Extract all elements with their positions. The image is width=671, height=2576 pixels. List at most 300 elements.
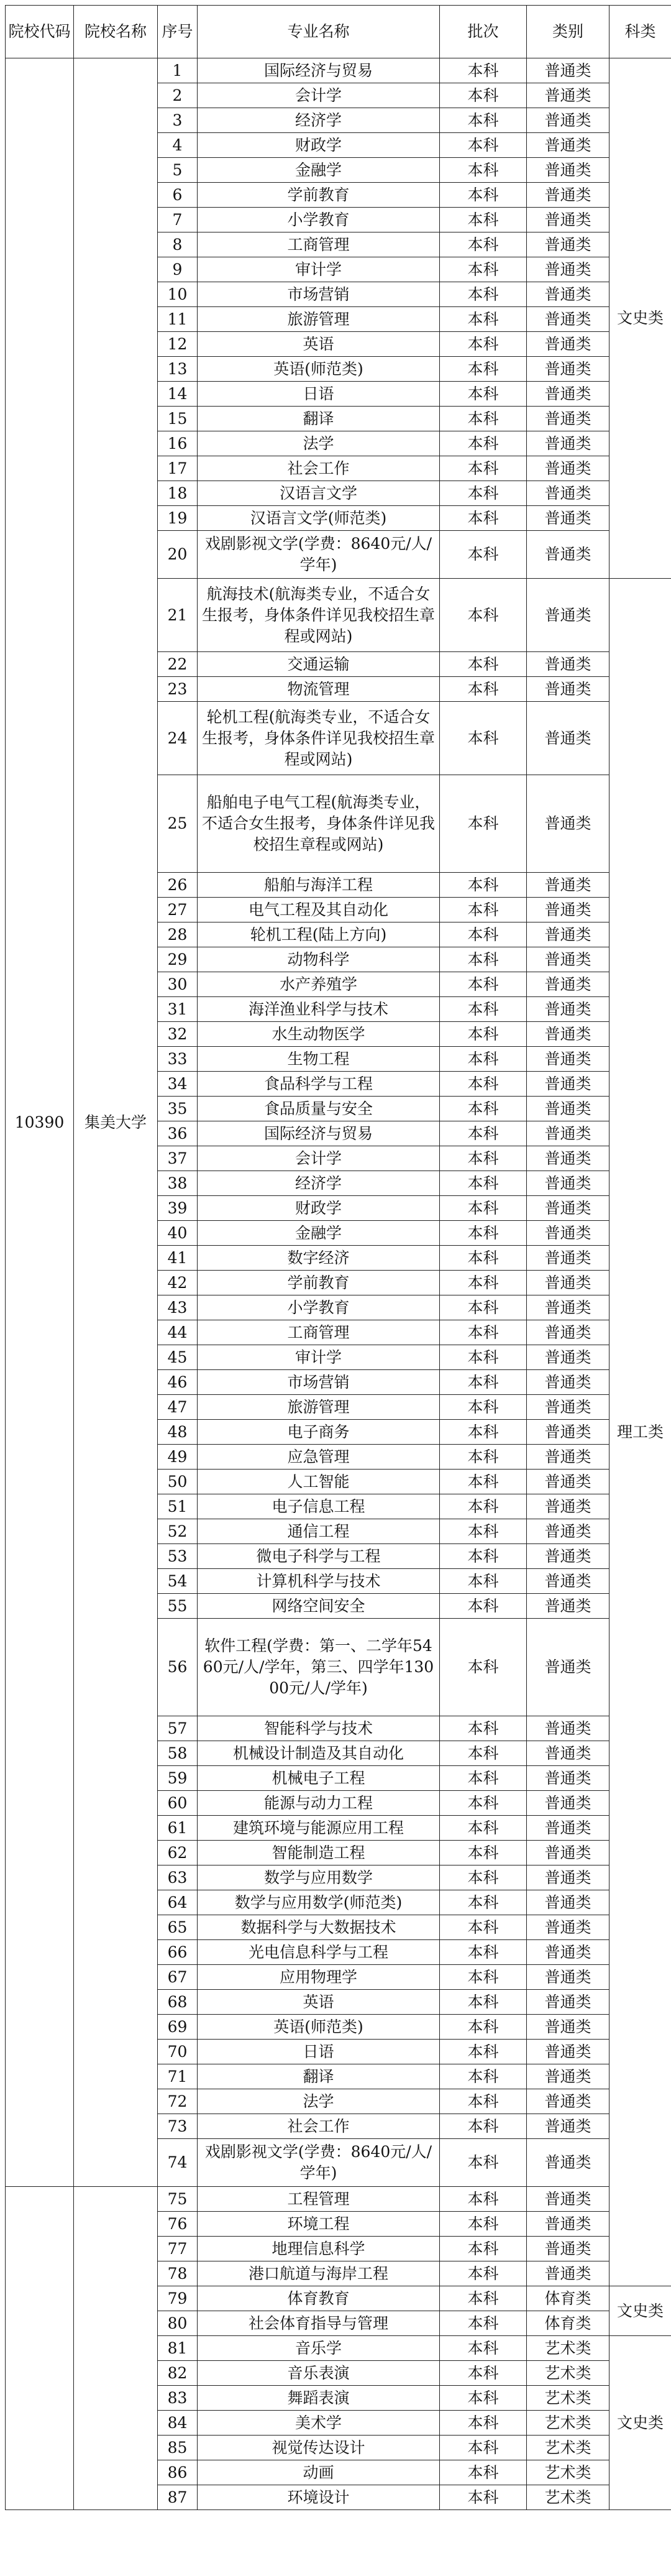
row-seq: 52 <box>158 1519 198 1544</box>
row-type: 普通类 <box>527 1171 609 1196</box>
row-major: 微电子科学与工程 <box>198 1544 440 1569</box>
row-type: 普通类 <box>527 1940 609 1965</box>
row-type: 普通类 <box>527 382 609 407</box>
row-batch: 本科 <box>440 1544 527 1569</box>
row-batch: 本科 <box>440 2386 527 2411</box>
row-major: 经济学 <box>198 1171 440 1196</box>
row-major: 计算机科学与技术 <box>198 1569 440 1594</box>
row-type: 普通类 <box>527 257 609 282</box>
subject-cell-wenshi-3: 文史类 <box>609 2336 671 2510</box>
row-batch: 本科 <box>440 1990 527 2015</box>
row-seq: 19 <box>158 506 198 531</box>
row-batch: 本科 <box>440 1121 527 1146</box>
row-major: 交通运输 <box>198 652 440 677</box>
row-major: 网络空间安全 <box>198 1594 440 1619</box>
row-type: 普通类 <box>527 1519 609 1544</box>
row-type: 艺术类 <box>527 2436 609 2460</box>
row-batch: 本科 <box>440 1766 527 1791</box>
row-batch: 本科 <box>440 1097 527 1121</box>
row-batch: 本科 <box>440 1271 527 1295</box>
row-batch: 本科 <box>440 898 527 922</box>
row-seq: 85 <box>158 2436 198 2460</box>
subject-cell-wenshi-2: 文史类 <box>609 2286 671 2336</box>
row-major: 建筑环境与能源应用工程 <box>198 1816 440 1841</box>
header-major: 专业名称 <box>198 6 440 58</box>
row-major: 生物工程 <box>198 1047 440 1072</box>
row-seq: 64 <box>158 1890 198 1915</box>
row-type: 普通类 <box>527 2040 609 2064</box>
row-seq: 9 <box>158 257 198 282</box>
row-type: 普通类 <box>527 2064 609 2089</box>
row-seq: 32 <box>158 1022 198 1047</box>
row-major: 日语 <box>198 382 440 407</box>
row-type: 普通类 <box>527 1816 609 1841</box>
row-batch: 本科 <box>440 1171 527 1196</box>
row-type: 艺术类 <box>527 2336 609 2361</box>
row-batch: 本科 <box>440 481 527 506</box>
row-type: 普通类 <box>527 2139 609 2187</box>
row-batch: 本科 <box>440 1047 527 1072</box>
row-seq: 60 <box>158 1791 198 1816</box>
row-seq: 4 <box>158 133 198 158</box>
row-batch: 本科 <box>440 2139 527 2187</box>
row-seq: 5 <box>158 158 198 183</box>
row-seq: 87 <box>158 2485 198 2510</box>
row-batch: 本科 <box>440 775 527 873</box>
row-major: 通信工程 <box>198 1519 440 1544</box>
row-major: 舞蹈表演 <box>198 2386 440 2411</box>
row-seq: 44 <box>158 1320 198 1345</box>
row-type: 普通类 <box>527 282 609 307</box>
row-batch: 本科 <box>440 1146 527 1171</box>
row-seq: 49 <box>158 1445 198 1470</box>
row-seq: 1 <box>158 58 198 83</box>
row-batch: 本科 <box>440 108 527 133</box>
row-batch: 本科 <box>440 1841 527 1865</box>
row-major: 翻译 <box>198 2064 440 2089</box>
row-type: 普通类 <box>527 1865 609 1890</box>
row-seq: 56 <box>158 1619 198 1716</box>
row-type: 普通类 <box>527 702 609 775</box>
row-type: 普通类 <box>527 208 609 232</box>
row-major: 音乐表演 <box>198 2361 440 2386</box>
row-batch: 本科 <box>440 652 527 677</box>
row-major: 小学教育 <box>198 208 440 232</box>
row-type: 艺术类 <box>527 2361 609 2386</box>
row-major: 地理信息科学 <box>198 2237 440 2261</box>
row-type: 普通类 <box>527 1072 609 1097</box>
row-type: 普通类 <box>527 1741 609 1766</box>
row-batch: 本科 <box>440 1470 527 1494</box>
row-seq: 77 <box>158 2237 198 2261</box>
row-type: 普通类 <box>527 506 609 531</box>
row-batch: 本科 <box>440 1221 527 1246</box>
row-batch: 本科 <box>440 531 527 579</box>
row-seq: 12 <box>158 332 198 357</box>
row-seq: 39 <box>158 1196 198 1221</box>
row-seq: 15 <box>158 407 198 431</box>
row-major: 金融学 <box>198 158 440 183</box>
row-type: 体育类 <box>527 2286 609 2311</box>
row-type: 普通类 <box>527 158 609 183</box>
table-row <box>6 2187 671 2212</box>
row-seq: 14 <box>158 382 198 407</box>
school-code-cell: 10390 <box>6 58 74 2187</box>
row-seq: 40 <box>158 1221 198 1246</box>
row-batch: 本科 <box>440 58 527 83</box>
row-batch: 本科 <box>440 83 527 108</box>
row-seq: 43 <box>158 1295 198 1320</box>
row-type: 普通类 <box>527 775 609 873</box>
row-seq: 21 <box>158 579 198 652</box>
row-major: 海洋渔业科学与技术 <box>198 997 440 1022</box>
row-major: 体育教育 <box>198 2286 440 2311</box>
row-batch: 本科 <box>440 702 527 775</box>
row-type: 普通类 <box>527 1295 609 1320</box>
row-batch: 本科 <box>440 1816 527 1841</box>
row-batch: 本科 <box>440 208 527 232</box>
row-seq: 67 <box>158 1965 198 1990</box>
row-seq: 50 <box>158 1470 198 1494</box>
row-batch: 本科 <box>440 183 527 208</box>
row-major: 市场营销 <box>198 1370 440 1395</box>
row-seq: 46 <box>158 1370 198 1395</box>
row-major: 英语(师范类) <box>198 357 440 382</box>
row-type: 普通类 <box>527 2089 609 2114</box>
row-type: 普通类 <box>527 1246 609 1271</box>
row-seq: 55 <box>158 1594 198 1619</box>
row-batch: 本科 <box>440 506 527 531</box>
row-major: 电子信息工程 <box>198 1494 440 1519</box>
row-batch: 本科 <box>440 2411 527 2436</box>
row-major: 港口航道与海岸工程 <box>198 2261 440 2286</box>
row-type: 普通类 <box>527 1890 609 1915</box>
row-seq: 75 <box>158 2187 198 2212</box>
row-major: 能源与动力工程 <box>198 1791 440 1816</box>
row-type: 普通类 <box>527 407 609 431</box>
row-seq: 10 <box>158 282 198 307</box>
row-seq: 79 <box>158 2286 198 2311</box>
row-seq: 80 <box>158 2311 198 2336</box>
row-type: 体育类 <box>527 2311 609 2336</box>
row-seq: 22 <box>158 652 198 677</box>
row-major: 社会工作 <box>198 2114 440 2139</box>
row-major: 工商管理 <box>198 232 440 257</box>
row-type: 普通类 <box>527 677 609 702</box>
row-batch: 本科 <box>440 456 527 481</box>
row-batch: 本科 <box>440 1865 527 1890</box>
row-major: 智能制造工程 <box>198 1841 440 1865</box>
row-batch: 本科 <box>440 357 527 382</box>
row-type: 普通类 <box>527 1022 609 1047</box>
row-batch: 本科 <box>440 431 527 456</box>
row-major: 数学与应用数学 <box>198 1865 440 1890</box>
row-batch: 本科 <box>440 1519 527 1544</box>
row-type: 普通类 <box>527 1097 609 1121</box>
row-seq: 63 <box>158 1865 198 1890</box>
row-batch: 本科 <box>440 1965 527 1990</box>
row-seq: 83 <box>158 2386 198 2411</box>
row-major: 审计学 <box>198 1345 440 1370</box>
row-batch: 本科 <box>440 1395 527 1420</box>
row-batch: 本科 <box>440 2336 527 2361</box>
school-name-cell-cont <box>74 2187 158 2510</box>
row-seq: 84 <box>158 2411 198 2436</box>
row-seq: 16 <box>158 431 198 456</box>
row-seq: 3 <box>158 108 198 133</box>
row-major: 社会工作 <box>198 456 440 481</box>
row-major: 审计学 <box>198 257 440 282</box>
row-major: 学前教育 <box>198 183 440 208</box>
row-batch: 本科 <box>440 677 527 702</box>
row-type: 普通类 <box>527 1345 609 1370</box>
row-seq: 38 <box>158 1171 198 1196</box>
row-major: 日语 <box>198 2040 440 2064</box>
row-major: 机械电子工程 <box>198 1766 440 1791</box>
row-batch: 本科 <box>440 2361 527 2386</box>
row-type: 普通类 <box>527 947 609 972</box>
school-code-cell-cont <box>6 2187 74 2510</box>
row-seq: 59 <box>158 1766 198 1791</box>
row-batch: 本科 <box>440 2040 527 2064</box>
row-batch: 本科 <box>440 972 527 997</box>
row-batch: 本科 <box>440 307 527 332</box>
row-seq: 45 <box>158 1345 198 1370</box>
row-major: 汉语言文学 <box>198 481 440 506</box>
row-major: 环境设计 <box>198 2485 440 2510</box>
row-batch: 本科 <box>440 1370 527 1395</box>
row-type: 普通类 <box>527 332 609 357</box>
row-seq: 82 <box>158 2361 198 2386</box>
row-seq: 25 <box>158 775 198 873</box>
row-seq: 76 <box>158 2212 198 2237</box>
row-seq: 17 <box>158 456 198 481</box>
row-seq: 61 <box>158 1816 198 1841</box>
row-major: 光电信息科学与工程 <box>198 1940 440 1965</box>
header-batch: 批次 <box>440 6 527 58</box>
row-type: 普通类 <box>527 1766 609 1791</box>
row-batch: 本科 <box>440 947 527 972</box>
row-seq: 33 <box>158 1047 198 1072</box>
row-major: 金融学 <box>198 1221 440 1246</box>
row-seq: 71 <box>158 2064 198 2089</box>
row-batch: 本科 <box>440 1619 527 1716</box>
row-type: 普通类 <box>527 898 609 922</box>
row-seq: 7 <box>158 208 198 232</box>
row-type: 普通类 <box>527 1569 609 1594</box>
row-type: 艺术类 <box>527 2485 609 2510</box>
row-seq: 70 <box>158 2040 198 2064</box>
row-batch: 本科 <box>440 1494 527 1519</box>
row-batch: 本科 <box>440 1940 527 1965</box>
row-batch: 本科 <box>440 332 527 357</box>
row-batch: 本科 <box>440 2114 527 2139</box>
row-seq: 13 <box>158 357 198 382</box>
row-seq: 24 <box>158 702 198 775</box>
row-type: 普通类 <box>527 1791 609 1816</box>
row-type: 普通类 <box>527 1915 609 1940</box>
row-seq: 28 <box>158 922 198 947</box>
row-seq: 42 <box>158 1271 198 1295</box>
row-major: 数字经济 <box>198 1246 440 1271</box>
row-type: 普通类 <box>527 2015 609 2040</box>
row-batch: 本科 <box>440 2064 527 2089</box>
row-seq: 57 <box>158 1716 198 1741</box>
row-type: 普通类 <box>527 1047 609 1072</box>
row-major: 英语 <box>198 332 440 357</box>
row-major: 汉语言文学(师范类) <box>198 506 440 531</box>
row-major: 翻译 <box>198 407 440 431</box>
row-seq: 66 <box>158 1940 198 1965</box>
row-batch: 本科 <box>440 407 527 431</box>
row-type: 普通类 <box>527 232 609 257</box>
row-major: 市场营销 <box>198 282 440 307</box>
row-major: 视觉传达设计 <box>198 2436 440 2460</box>
row-major: 轮机工程(陆上方向) <box>198 922 440 947</box>
header-subject: 科类 <box>609 6 671 58</box>
row-major: 应急管理 <box>198 1445 440 1470</box>
row-major: 会计学 <box>198 1146 440 1171</box>
row-major: 动物科学 <box>198 947 440 972</box>
row-major: 戏剧影视文学(学费：8640元/人/学年) <box>198 2139 440 2187</box>
row-type: 普通类 <box>527 2187 609 2212</box>
row-type: 普通类 <box>527 2212 609 2237</box>
row-type: 普通类 <box>527 1370 609 1395</box>
row-type: 普通类 <box>527 83 609 108</box>
row-batch: 本科 <box>440 1445 527 1470</box>
row-seq: 72 <box>158 2089 198 2114</box>
row-batch: 本科 <box>440 997 527 1022</box>
row-major: 智能科学与技术 <box>198 1716 440 1741</box>
row-seq: 29 <box>158 947 198 972</box>
header-code: 院校代码 <box>6 6 74 58</box>
row-type: 普通类 <box>527 1146 609 1171</box>
row-batch: 本科 <box>440 2212 527 2237</box>
row-major: 轮机工程(航海类专业，不适合女生报考，身体条件详见我校招生章程或网站) <box>198 702 440 775</box>
row-major: 食品科学与工程 <box>198 1072 440 1097</box>
row-type: 普通类 <box>527 1716 609 1741</box>
row-type: 普通类 <box>527 1965 609 1990</box>
header-name: 院校名称 <box>74 6 158 58</box>
row-batch: 本科 <box>440 1890 527 1915</box>
row-major: 英语(师范类) <box>198 2015 440 2040</box>
row-major: 数据科学与大数据技术 <box>198 1915 440 1940</box>
row-major: 环境工程 <box>198 2212 440 2237</box>
table-body <box>6 58 671 2510</box>
school-name-cell: 集美大学 <box>74 58 158 2187</box>
row-seq: 35 <box>158 1097 198 1121</box>
row-seq: 26 <box>158 873 198 898</box>
row-batch: 本科 <box>440 1196 527 1221</box>
row-type: 普通类 <box>527 873 609 898</box>
row-major: 电气工程及其自动化 <box>198 898 440 922</box>
row-batch: 本科 <box>440 1420 527 1445</box>
row-major: 国际经济与贸易 <box>198 1121 440 1146</box>
row-batch: 本科 <box>440 2311 527 2336</box>
row-batch: 本科 <box>440 579 527 652</box>
row-major: 工程管理 <box>198 2187 440 2212</box>
row-type: 普通类 <box>527 108 609 133</box>
row-major: 船舶电子电气工程(航海类专业，不适合女生报考，身体条件详见我校招生章程或网站) <box>198 775 440 873</box>
row-batch: 本科 <box>440 1915 527 1940</box>
row-type: 普通类 <box>527 1619 609 1716</box>
row-batch: 本科 <box>440 382 527 407</box>
row-batch: 本科 <box>440 2089 527 2114</box>
row-batch: 本科 <box>440 1716 527 1741</box>
row-major: 物流管理 <box>198 677 440 702</box>
row-major: 应用物理学 <box>198 1965 440 1990</box>
row-type: 普通类 <box>527 1121 609 1146</box>
row-type: 普通类 <box>527 307 609 332</box>
row-batch: 本科 <box>440 1072 527 1097</box>
row-batch: 本科 <box>440 922 527 947</box>
row-type: 普通类 <box>527 1470 609 1494</box>
row-type: 普通类 <box>527 579 609 652</box>
row-type: 普通类 <box>527 997 609 1022</box>
row-seq: 47 <box>158 1395 198 1420</box>
row-major: 会计学 <box>198 83 440 108</box>
row-major: 航海技术(航海类专业，不适合女生报考，身体条件详见我校招生章程或网站) <box>198 579 440 652</box>
row-major: 电子商务 <box>198 1420 440 1445</box>
row-major: 戏剧影视文学(学费：8640元/人/学年) <box>198 531 440 579</box>
row-batch: 本科 <box>440 1320 527 1345</box>
row-type: 普通类 <box>527 431 609 456</box>
row-major: 社会体育指导与管理 <box>198 2311 440 2336</box>
row-seq: 73 <box>158 2114 198 2139</box>
row-type: 普通类 <box>527 1395 609 1420</box>
row-type: 普通类 <box>527 183 609 208</box>
row-seq: 54 <box>158 1569 198 1594</box>
row-type: 艺术类 <box>527 2411 609 2436</box>
row-batch: 本科 <box>440 2015 527 2040</box>
row-major: 机械设计制造及其自动化 <box>198 1741 440 1766</box>
row-type: 普通类 <box>527 922 609 947</box>
row-major: 水产养殖学 <box>198 972 440 997</box>
row-type: 普通类 <box>527 1196 609 1221</box>
row-major: 音乐学 <box>198 2336 440 2361</box>
row-batch: 本科 <box>440 2261 527 2286</box>
admission-majors-table <box>5 5 671 2510</box>
row-seq: 68 <box>158 1990 198 2015</box>
row-batch: 本科 <box>440 2286 527 2311</box>
row-major: 软件工程(学费：第一、二学年5460元/人/学年，第三、四学年13000元/人/学年) <box>198 1619 440 1716</box>
row-type: 普通类 <box>527 1841 609 1865</box>
row-seq: 30 <box>158 972 198 997</box>
table-header <box>6 6 671 58</box>
row-type: 普通类 <box>527 1544 609 1569</box>
row-type: 普通类 <box>527 1420 609 1445</box>
row-major: 人工智能 <box>198 1470 440 1494</box>
row-seq: 23 <box>158 677 198 702</box>
row-seq: 18 <box>158 481 198 506</box>
row-type: 普通类 <box>527 1221 609 1246</box>
row-batch: 本科 <box>440 2436 527 2460</box>
row-batch: 本科 <box>440 1791 527 1816</box>
row-major: 法学 <box>198 431 440 456</box>
header-seq: 序号 <box>158 6 198 58</box>
row-batch: 本科 <box>440 1295 527 1320</box>
row-seq: 81 <box>158 2336 198 2361</box>
row-major: 食品质量与安全 <box>198 1097 440 1121</box>
row-batch: 本科 <box>440 257 527 282</box>
row-major: 美术学 <box>198 2411 440 2436</box>
row-type: 普通类 <box>527 456 609 481</box>
row-seq: 69 <box>158 2015 198 2040</box>
row-major: 动画 <box>198 2460 440 2485</box>
row-seq: 86 <box>158 2460 198 2485</box>
row-type: 普通类 <box>527 2261 609 2286</box>
row-type: 普通类 <box>527 58 609 83</box>
